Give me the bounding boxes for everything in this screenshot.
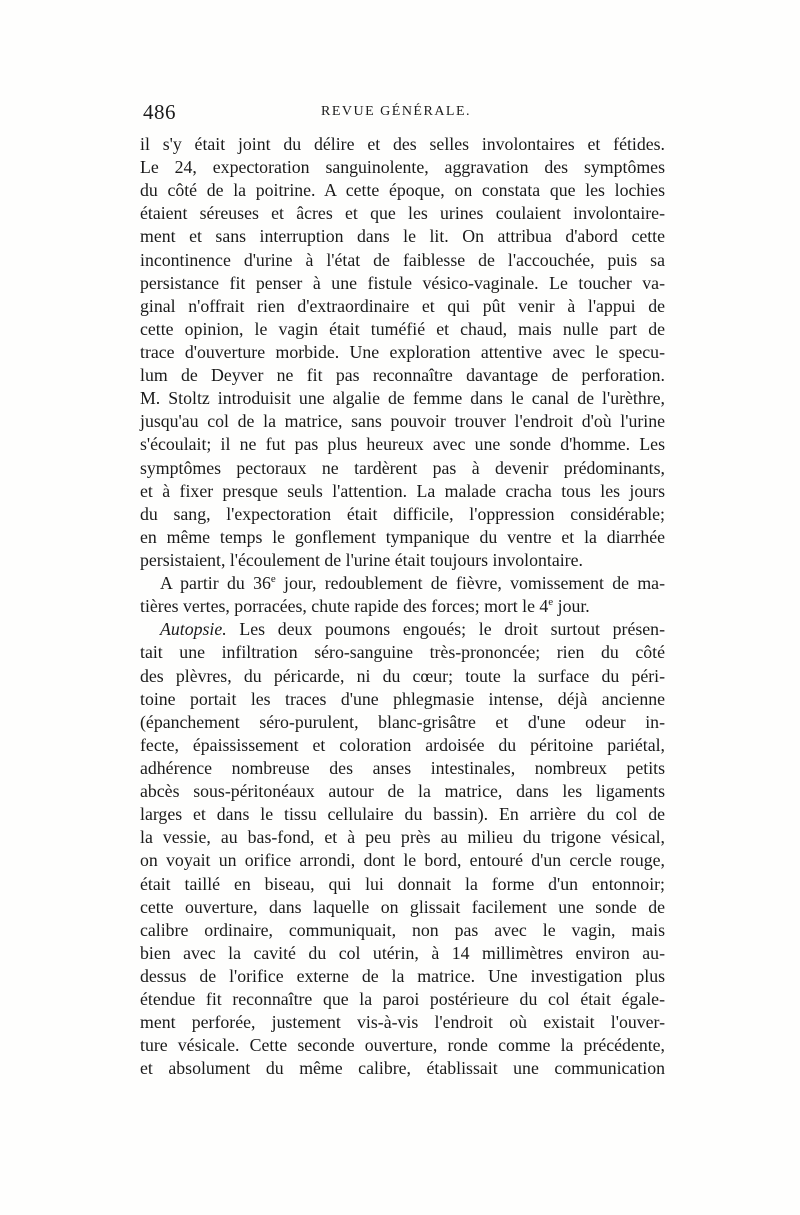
text-line: calibre ordinaire, communiquait, non pas avec le vagin, mais [140, 919, 665, 940]
text-line: incontinence d'urine à l'état de faiblesse de l'accouchée, puis sa [140, 249, 665, 270]
text-line: dessus de l'orifice externe de la matrice. Une investigation plus [140, 965, 665, 986]
text-line: ginal n'offrait rien d'extraordinaire et qui pût venir à l'appui de [140, 295, 665, 316]
text-line: ture vésicale. Cette seconde ouverture, ronde comme la précédente, [140, 1035, 665, 1056]
text-line: trace d'ouverture morbide. Une exploration attentive avec le specu- [140, 341, 665, 362]
text-line: ment perforée, justement vis-à-vis l'endroit où existait l'ouver- [140, 1012, 665, 1033]
journal-title: REVUE GÉNÉRALE. [321, 104, 472, 119]
running-head [143, 100, 663, 128]
text-line: persistance fit penser à une fistule vésico-vaginale. Le toucher va- [140, 272, 665, 293]
superscript: e [270, 573, 276, 586]
text-line: abcès sous-péritonéaux autour de la matrice, dans les ligaments [140, 781, 665, 802]
text-line: étendue fit reconnaître que la paroi postérieure du col était égale- [140, 989, 665, 1010]
section-label-autopsie: Autopsie. [160, 619, 227, 640]
text-line: des plèvres, du péricarde, ni du cœur; toute la surface du péri- [140, 665, 665, 686]
text-line: adhérence nombreuse des anses intestinales, nombreux petits [140, 757, 665, 778]
text-line: symptômes pectoraux ne tardèrent pas à devenir prédominants, [140, 457, 665, 478]
text-line: (épanchement séro-purulent, blanc-grisâtre et d'une odeur in- [140, 711, 665, 732]
text-line: la vessie, au bas-fond, et à peu près au milieu du trigone vésical, [140, 827, 665, 848]
text-line: larges et dans le tissu cellulaire du bassin). En arrière du col de [140, 804, 665, 825]
text-line: bien avec la cavité du col utérin, à 14 millimètres environ au- [140, 942, 665, 963]
text-line: lum de Deyver ne fit pas reconnaître davantage de perforation. [140, 365, 665, 386]
text-line: toine portait les traces d'une phlegmasie intense, déjà ancienne [140, 688, 665, 709]
text-line: Le 24, expectoration sanguinolente, aggravation des symptômes [140, 157, 665, 178]
text-line: jusqu'au col de la matrice, sans pouvoir trouver l'endroit d'où l'urine [140, 411, 665, 432]
body-text [140, 133, 665, 1080]
text-segment: Les deux poumons engoués; le droit surtout présen- [226, 619, 665, 640]
text-line: tait une infiltration séro-sanguine très-prononcée; rien du côté [140, 642, 665, 663]
superscript: e [548, 596, 554, 609]
text-segment: tières vertes, porracées, chute rapide des forces; mort le 4 [140, 596, 549, 617]
text-line: étaient séreuses et âcres et que les urines coulaient involontaire- [140, 203, 665, 224]
text-line [140, 595, 665, 618]
text-line [140, 618, 665, 641]
text-segment: jour. [553, 596, 590, 617]
text-line: cette opinion, le vagin était tuméfié et chaud, mais nulle part de [140, 318, 665, 339]
text-line: et absolument du même calibre, établissait une communication [140, 1058, 665, 1079]
text-line: cette ouverture, dans laquelle on glissait facilement une sonde de [140, 896, 665, 917]
text-line: il s'y était joint du délire et des selles involontaires et fétides. [140, 134, 665, 154]
text-segment: jour, redoublement de fièvre, vomissement de ma- [275, 573, 665, 594]
text-line: et à fixer presque seuls l'attention. La malade cracha tous les jours [140, 480, 665, 501]
text-line: persistaient, l'écoulement de l'urine était toujours involontaire. [140, 549, 583, 570]
text-line [140, 572, 665, 595]
page-number: 486 [143, 100, 176, 124]
text-line: M. Stoltz introduisit une algalie de femme dans le canal de l'urèthre, [140, 388, 665, 409]
text-line: en même temps le gonflement tympanique du ventre et la diarrhée [140, 526, 665, 547]
text-line: on voyait un orifice arrondi, dont le bord, entouré d'un cercle rouge, [140, 850, 665, 871]
text-line: du côté de la poitrine. A cette époque, on constata que les lochies [140, 180, 665, 201]
text-line: du sang, l'expectoration était difficile, l'oppression considérable; [140, 503, 665, 524]
text-line: s'écoulait; il ne fut pas plus heureux avec une sonde d'homme. Les [140, 434, 665, 455]
text-line: fecte, épaississement et coloration ardoisée du péritoine pariétal, [140, 734, 665, 755]
text-segment: A partir du 36 [160, 573, 271, 594]
text-line: était taillé en biseau, qui lui donnait la forme d'un entonnoir; [140, 873, 665, 894]
text-line: ment et sans interruption dans le lit. On attribua d'abord cette [140, 226, 665, 247]
